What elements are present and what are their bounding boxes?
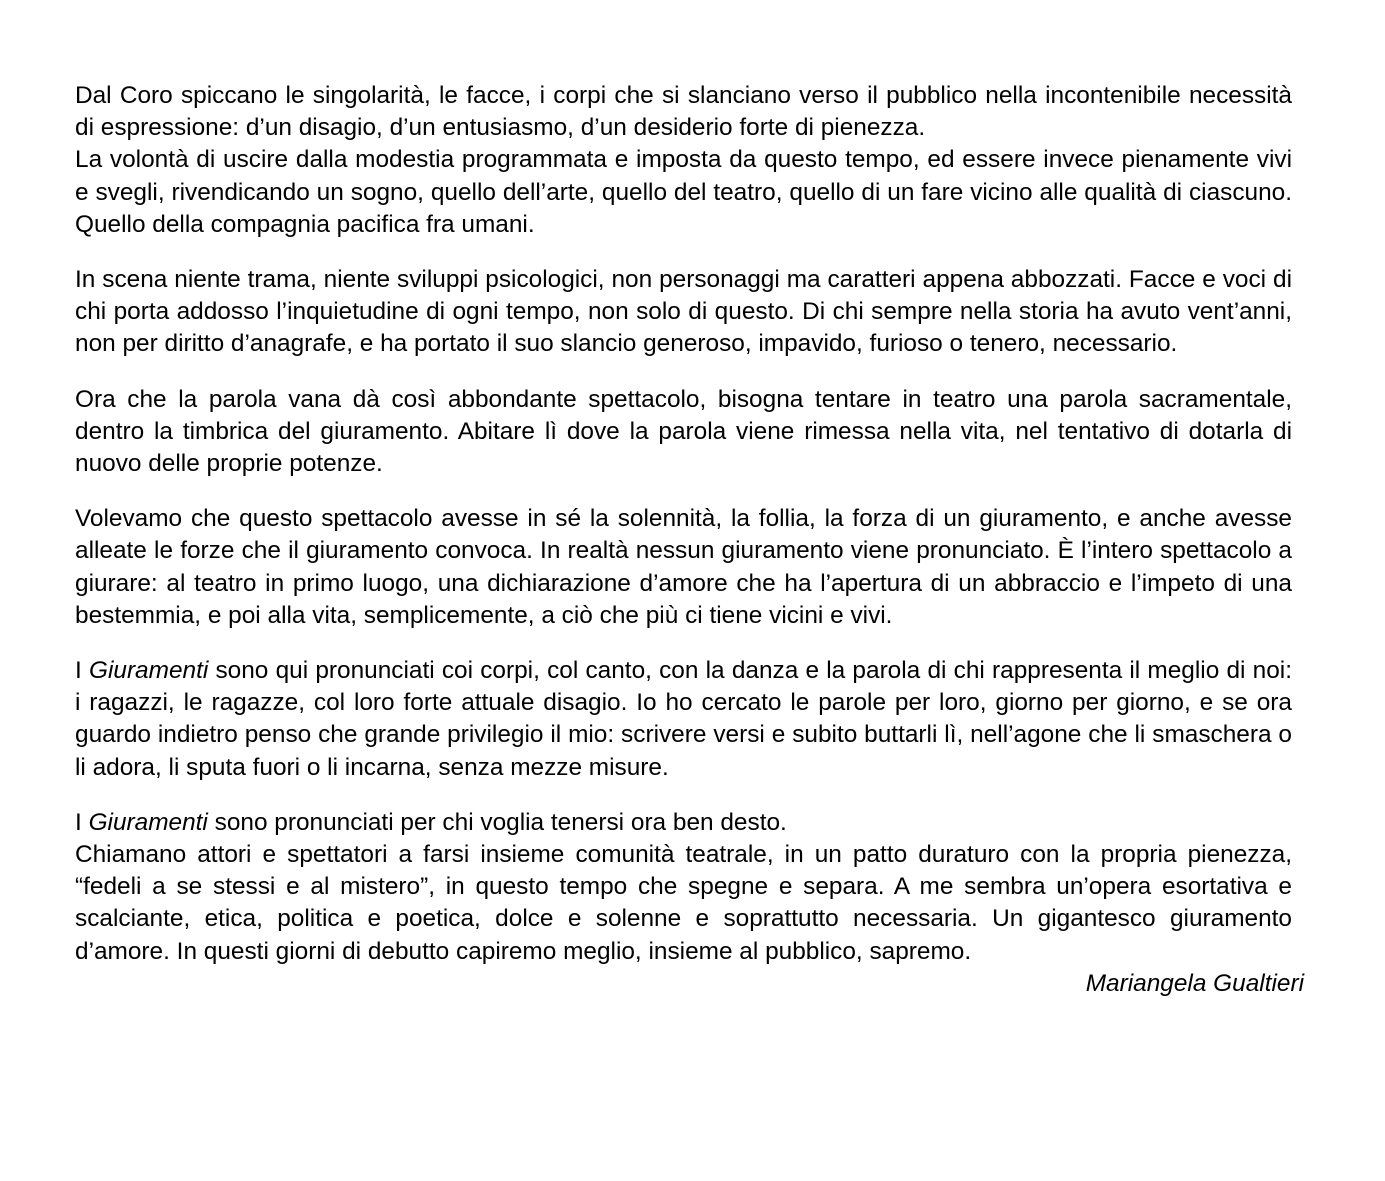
paragraph <box>75 807 1292 839</box>
paragraph <box>75 384 1292 481</box>
paragraph-text: In scena niente trama, niente sviluppi psicologici, non personaggi ma caratteri appena abbozzati. Facce e voci di chi porta addosso l’inquietudine di ogni tempo, non solo di questo. Di chi sempre nella storia ha avuto vent’anni, non per diritto d’anagrafe, e ha portato il suo slancio generoso, impavido, furioso o tenero, necessario. <box>75 266 1292 358</box>
text-block <box>75 655 1292 784</box>
text-block <box>75 503 1292 632</box>
paragraph-text: Volevamo che questo spettacolo avesse in sé la solennità, la follia, la forza di un giuramento, e anche avesse alleate le forze che il giuramento convoca. In realtà nessun giuramento viene pronunciato. È l’intero spettacolo a giurare: al teatro in primo luogo, una dichiarazione d’amore che ha l’apertura di un abbraccio e l’impeto di una bestemmia, e poi alla vita, semplicemente, a ciò che più ci tiene vicini e vivi. <box>75 505 1292 629</box>
paragraph <box>75 839 1292 968</box>
document-body <box>75 80 1292 968</box>
paragraph-text: sono pronunciati per chi voglia tenersi ora ben desto. <box>207 808 787 836</box>
paragraph <box>75 144 1292 241</box>
text-block <box>75 384 1292 481</box>
paragraph-text: Ora che la parola vana dà così abbondante spettacolo, bisogna tentare in teatro una parola sacramentale, dentro la timbrica del giuramento. Abitare lì dove la parola viene rimessa nella vita, nel tentativo di dotarla di nuovo delle proprie potenze. <box>75 385 1292 478</box>
italic-title-text: Giuramenti <box>88 808 208 836</box>
paragraph-text: I <box>75 808 89 836</box>
italic-title-text: Giuramenti <box>88 657 209 685</box>
paragraph <box>75 80 1292 144</box>
text-block <box>75 807 1292 968</box>
paragraph <box>75 655 1292 784</box>
paragraph-text: Chiamano attori e spettatori a farsi insieme comunità teatrale, in un patto duraturo con la propria pienezza, “fedeli a se stessi e al mistero”, in questo tempo che spegne e separa. A me sembra un’opera esortativa e scalciante, etica, politica e poetica, dolce e solenne e soprattutto necessaria. Un gigantesco giuramento d’amore. In questi giorni di debutto capiremo meglio, insieme al pubblico, sapremo. <box>75 841 1292 965</box>
text-block <box>75 80 1292 241</box>
text-block <box>75 264 1292 361</box>
paragraph <box>75 264 1292 361</box>
document-page <box>75 80 1304 1000</box>
paragraph-text: I <box>75 657 89 685</box>
paragraph-text: sono qui pronunciati coi corpi, col canto, con la danza e la parola di chi rappresenta il meglio di noi: i ragazzi, le ragazze, col loro forte attuale disagio. Io ho cercato le parole per loro, giorno per giorno, e se ora guardo indietro penso che grande privilegio il mio: scrivere versi e subito buttarli lì, nell’agone che li smaschera o li adora, li sputa fuori o li incarna, senza mezze misure. <box>75 657 1292 781</box>
author-signature: Mariangela Gualtieri <box>1085 969 1304 997</box>
paragraph <box>75 503 1292 632</box>
paragraph-text: La volontà di uscire dalla modestia programmata e imposta da questo tempo, ed essere invece pienamente vivi e svegli, rivendicando un sogno, quello dell’arte, quello del teatro, quello di un fare vicino alle qualità di ciascuno. Quello della compagnia pacifica fra umani. <box>75 146 1292 238</box>
paragraph-text: Dal Coro spiccano le singolarità, le facce, i corpi che si slanciano verso il pubblico nella incontenibile necessità di espressione: d’un disagio, d’un entusiasmo, d’un desiderio forte di pienezza. <box>75 82 1292 142</box>
